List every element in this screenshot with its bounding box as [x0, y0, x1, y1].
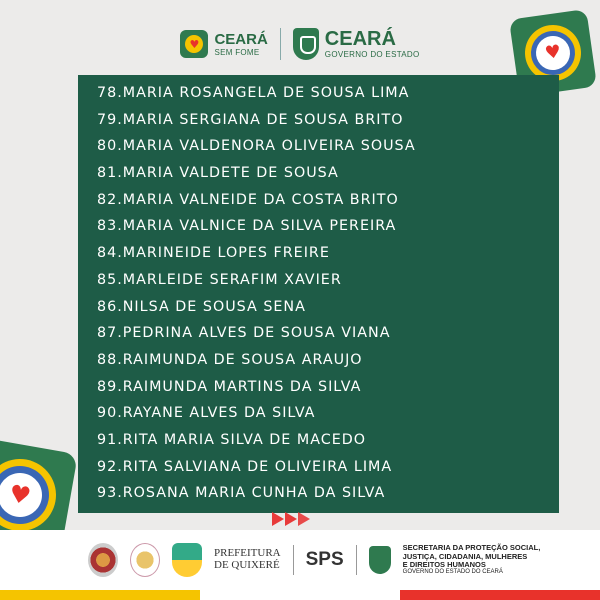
plate-icon [180, 30, 208, 58]
footer-divider [356, 545, 357, 575]
list-item: 82.MARIA VALNEIDE DA COSTA BRITO [97, 191, 399, 208]
list-item: 90.RAYANE ALVES DA SILVA [97, 405, 316, 422]
brand-subtitle: SEM FOME [214, 47, 260, 57]
footer-divider [293, 545, 294, 575]
prefeitura-line2: DE QUIXERÉ [214, 559, 280, 571]
gov-title: CEARÁ [324, 28, 396, 50]
arrow-icon [285, 512, 297, 526]
list-item: 86.NILSA DE SOUSA SENA [97, 298, 306, 315]
brand-title: CEARÁ [214, 30, 268, 48]
arrow-icon [272, 512, 284, 526]
event-logo [130, 543, 160, 577]
prefeitura-line1: PREFEITURA [214, 547, 281, 560]
beneficiary-list [78, 75, 559, 513]
arrow-icon [298, 512, 310, 526]
secretaria-line3: E DIREITOS HUMANOS [402, 559, 486, 569]
list-item: 84.MARINEIDE LOPES FREIRE [97, 245, 330, 262]
triple-arrow-icon[interactable] [272, 512, 310, 528]
list-item: 83.MARIA VALNICE DA SILVA PEREIRA [97, 218, 397, 235]
secretaria-line2: JUSTIÇA, CIDADANIA, MULHERES [402, 551, 528, 561]
stripe-white [200, 590, 400, 600]
sps-label: SPS [305, 549, 344, 570]
municipal-seal-logo [88, 543, 118, 577]
gov-subtitle: GOVERNO DO ESTADO [324, 50, 420, 59]
stripe-red [400, 590, 600, 600]
state-crest-icon [369, 546, 391, 574]
list-item: 89.RAIMUNDA MARTINS DA SILVA [97, 378, 362, 395]
list-item: 87.PEDRINA ALVES DE SOUSA VIANA [97, 325, 391, 342]
stripe-yellow [0, 590, 200, 600]
prefeitura-label [214, 548, 281, 571]
header [0, 22, 600, 66]
governo-ceara-logo [293, 28, 420, 60]
secretaria-line1: SECRETARIA DA PROTEÇÃO SOCIAL, [402, 543, 541, 553]
list-item: 85.MARLEIDE SERAFIM XAVIER [97, 271, 342, 288]
list-item: 81.MARIA VALDETE DE SOUSA [97, 165, 339, 182]
secretaria-line4: GOVERNO DO ESTADO DO CEARÁ [402, 569, 503, 576]
list-item: 79.MARIA SERGIANA DE SOUSA BRITO [97, 111, 404, 128]
heart-icon: ♥ [189, 37, 200, 51]
list-item: 80.MARIA VALDENORA OLIVEIRA SOUSA [97, 138, 416, 155]
list-item: 91.RITA MARIA SILVA DE MACEDO [97, 431, 367, 448]
list-item: 93.ROSANA MARIA CUNHA DA SILVA [97, 485, 386, 502]
footer-logos [0, 530, 600, 590]
ceara-sem-fome-logo [180, 30, 267, 58]
header-divider [280, 28, 281, 60]
secretaria-label [403, 544, 541, 575]
quixere-crest-logo [172, 543, 202, 577]
state-crest-icon [293, 28, 319, 60]
list-item: 78.MARIA ROSANGELA DE SOUSA LIMA [97, 85, 410, 101]
list-item: 92.RITA SALVIANA DE OLIVEIRA LIMA [97, 458, 393, 475]
heart-icon: ♥ [543, 40, 563, 65]
heart-icon: ♥ [6, 479, 34, 511]
list-item: 88.RAIMUNDA DE SOUSA ARAUJO [97, 351, 363, 368]
